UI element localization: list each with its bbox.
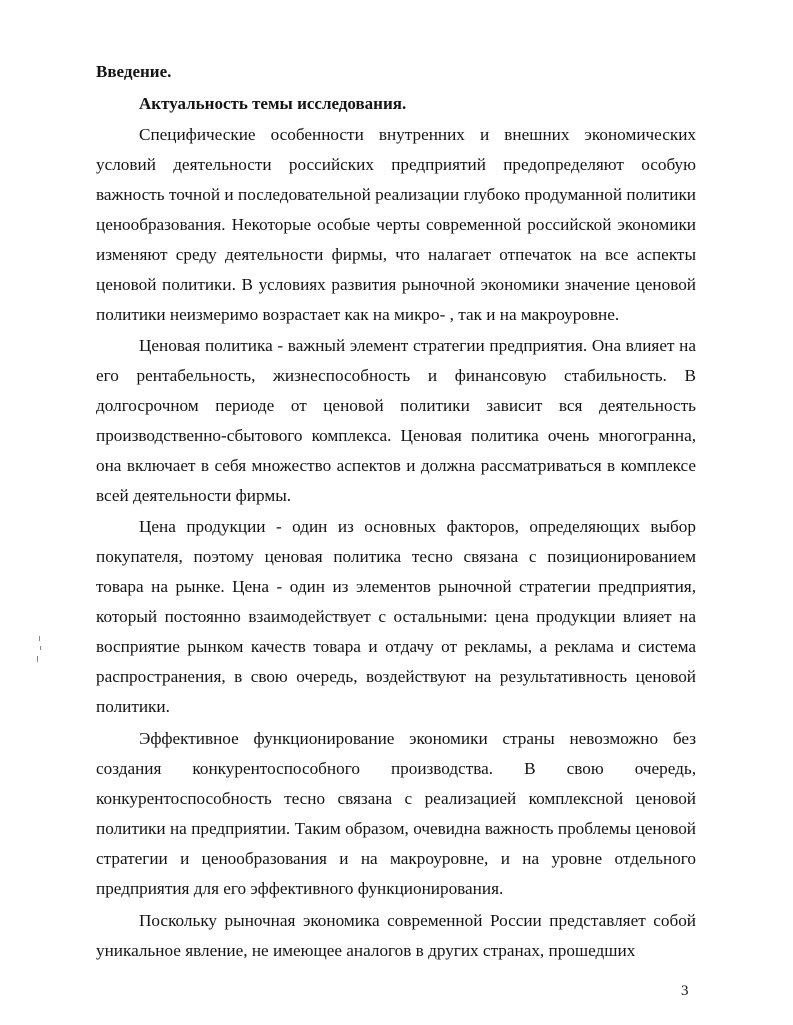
section-subheading: Актуальность темы исследования. [139,94,407,113]
paragraph-2: Ценовая политика - важный элемент стратегии предприятия. Она влияет на его рентабельность, жизнеспособность и финансовую стабильность. В долгосрочном периоде от ценовой политики зависит вся деятельность производственно-сбытового комплекса. Ценовая политика очень многогранна, она включает в себя множество аспектов и должна рассматриваться в комплексе всей деятельности фирмы. [96,336,696,505]
section-heading: Введение. [96,62,172,81]
paragraph-4: Эффективное функционирование экономики страны невозможно без создания конкурентоспособного производства. В свою очередь, конкурентоспособность тесно связана с реализацией комплексной ценовой политики на предприятии. Таким образом, очевидна важность проблемы ценовой стратегии и ценообразования и на макроуровне, и на уровне отдельного предприятия для его эффективного функционирования. [96,729,696,898]
paragraph-5: Поскольку рыночная экономика современной России представляет собой уникальное явление, не имеющее аналогов в других странах, прошедших [96,911,696,960]
paragraph-1: Специфические особенности внутренних и внешних экономических условий деятельности российских предприятий предопределяют особую важность точной и последовательной реализации глубоко продуманной политики ценообразования. Некоторые особые черты современной российской экономики изменяют среду деятельности фирмы, что налагает отпечаток на все аспекты ценовой политики. В условиях развития рыночной экономики значение ценовой политики неизмеримо возрастает как на микро- , так и на макроуровне. [96,125,696,324]
scan-artifact-mark [36,636,42,666]
paragraph-3: Цена продукции - один из основных факторов, определяющих выбор покупателя, поэтому ценовая политика тесно связана с позиционированием товара на рынке. Цена - один из элементов рыночной стратегии предприятия, который постоянно взаимодействует с остальными: цена продукции влияет на восприятие рынком качеств товара и отдачу от рекламы, а реклама и система распространения, в свою очередь, воздействуют на результативность ценовой политики. [96,517,696,716]
page-number: 3 [681,983,689,999]
